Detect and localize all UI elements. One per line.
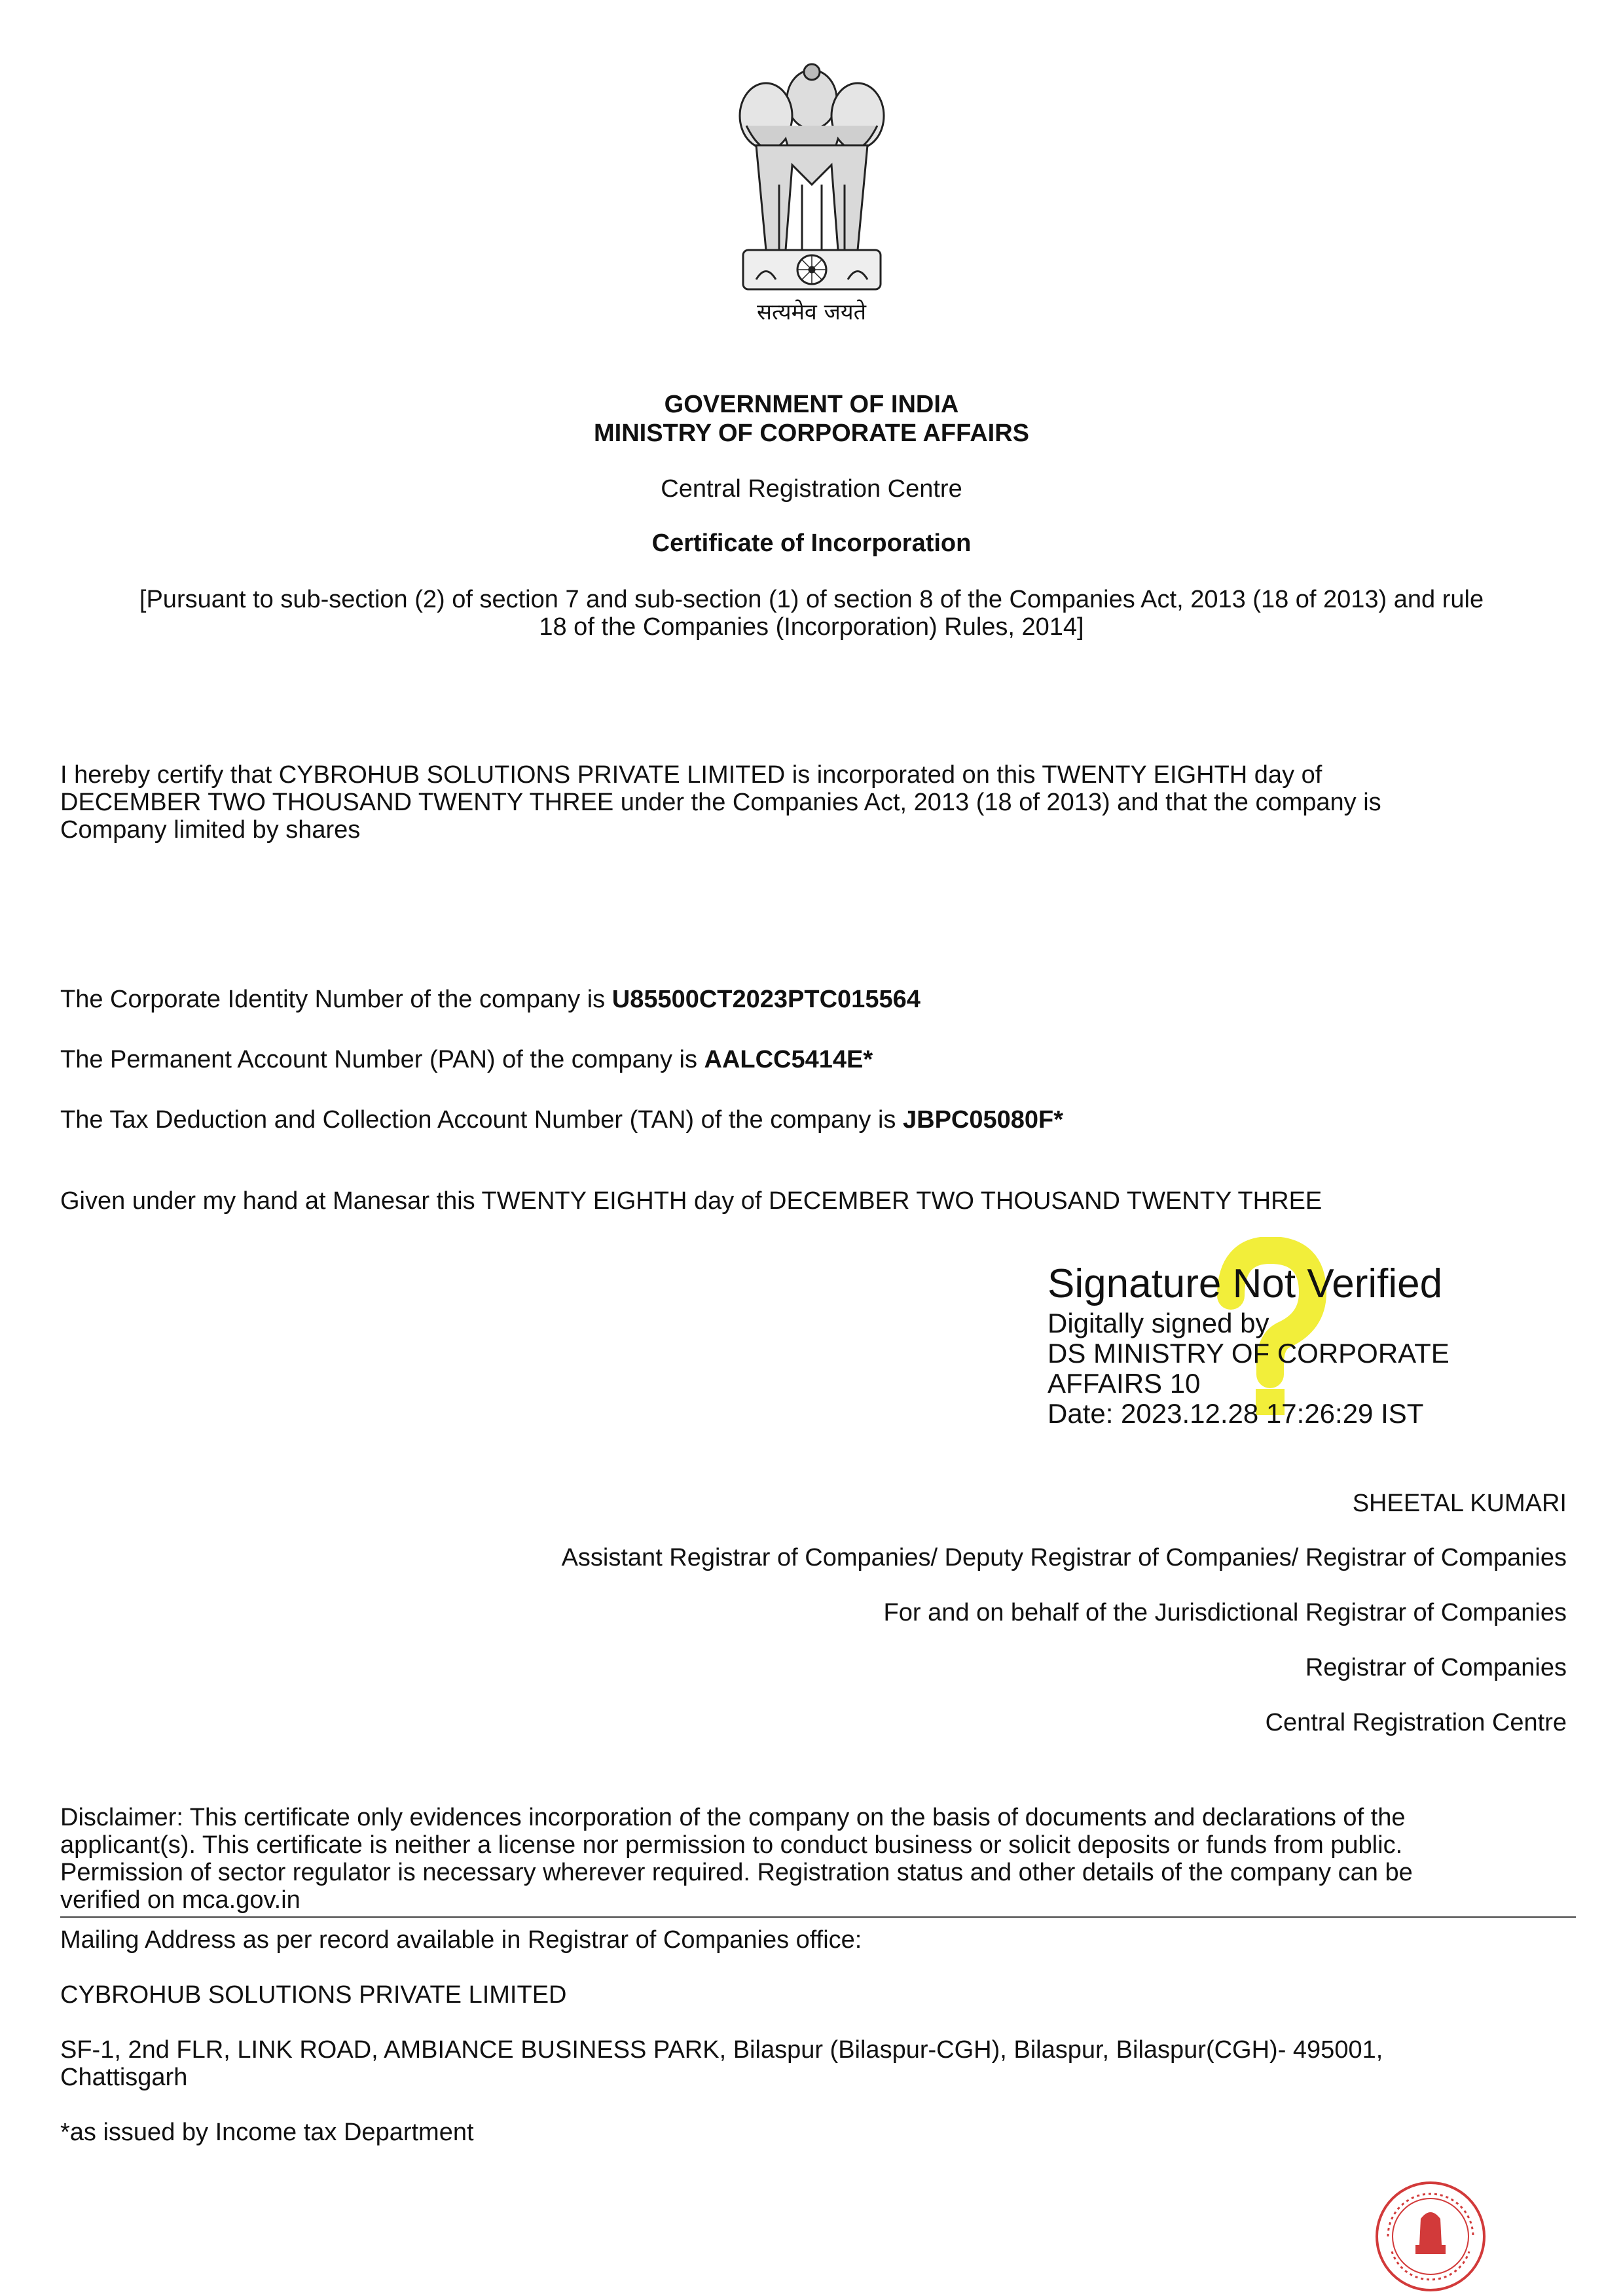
signature-status: Signature Not Verified: [1048, 1261, 1443, 1306]
signature-line-2: DS MINISTRY OF CORPORATE: [1048, 1338, 1450, 1369]
registrar-seal-icon: [1374, 2179, 1488, 2294]
cin-label: The Corporate Identity Number of the company is: [60, 986, 606, 1013]
emblem-motto: सत्यमेव जयते: [757, 299, 866, 325]
certify-line-3: Company limited by shares: [60, 816, 361, 844]
tan-label: The Tax Deduction and Collection Account Number (TAN) of the company is: [60, 1106, 896, 1134]
header-government: GOVERNMENT OF INDIA: [664, 391, 959, 418]
state-emblem-icon: [720, 54, 903, 296]
pan-row: [60, 1045, 873, 1074]
registrar-office: Registrar of Companies: [1305, 1654, 1567, 1681]
certify-line-2: DECEMBER TWO THOUSAND TWENTY THREE under the Companies Act, 2013 (18 of 2013) and that the company is: [60, 789, 1381, 816]
divider: [60, 1916, 1576, 1918]
signature-line-1: Digitally signed by: [1048, 1308, 1269, 1338]
pursuant-line-1: [Pursuant to sub-section (2) of section 7 and sub-section (1) of section 8 of the Companies Act, 2013 (18 of 2013) and rule: [139, 586, 1484, 613]
registrar-behalf: For and on behalf of the Jurisdictional Registrar of Companies: [883, 1599, 1567, 1626]
pursuant-line-2: 18 of the Companies (Incorporation) Rules, 2014]: [539, 613, 1084, 641]
given-under-hand: Given under my hand at Manesar this TWENTY EIGHTH day of DECEMBER TWO THOUSAND TWENTY THREE: [60, 1187, 1322, 1215]
disclaimer-line-3: Permission of sector regulator is necessary wherever required. Registration status and other details of the company can be: [60, 1859, 1413, 1886]
mailing-company: CYBROHUB SOLUTIONS PRIVATE LIMITED: [60, 1981, 567, 2009]
header-centre: Central Registration Centre: [661, 475, 962, 503]
cin-value: U85500CT2023PTC015564: [611, 986, 921, 1013]
digital-signature-block: [1048, 1260, 1571, 1429]
certify-line-1: I hereby certify that CYBROHUB SOLUTIONS PRIVATE LIMITED is incorporated on this TWENTY EIGHTH day of: [60, 761, 1322, 789]
footnote: *as issued by Income tax Department: [60, 2119, 474, 2146]
mailing-label: Mailing Address as per record available in Registrar of Companies office:: [60, 1926, 862, 1954]
header-ministry: MINISTRY OF CORPORATE AFFAIRS: [593, 420, 1030, 447]
signature-date: Date: 2023.12.28 17:26:29 IST: [1048, 1398, 1424, 1429]
disclaimer-line-4: verified on mca.gov.in: [60, 1886, 301, 1914]
certificate-title: Certificate of Incorporation: [651, 529, 972, 557]
tan-value: JBPC05080F*: [903, 1106, 1064, 1134]
disclaimer-line-2: applicant(s). This certificate is neither a license nor permission to conduct business or solicit deposits or funds from public.: [60, 1831, 1403, 1859]
mailing-address-line-1: SF-1, 2nd FLR, LINK ROAD, AMBIANCE BUSINESS PARK, Bilaspur (Bilaspur-CGH), Bilaspur, Bilaspur(CGH)- 495001,: [60, 2036, 1383, 2064]
pan-value: AALCC5414E*: [704, 1046, 873, 1073]
signature-line-3: AFFAIRS 10: [1048, 1368, 1201, 1399]
registrar-name: SHEETAL KUMARI: [1352, 1490, 1567, 1517]
cin-row: [60, 985, 921, 1014]
registrar-centre: Central Registration Centre: [1265, 1709, 1567, 1736]
registrar-designation: Assistant Registrar of Companies/ Deputy Registrar of Companies/ Registrar of Companies: [561, 1544, 1567, 1571]
pan-label: The Permanent Account Number (PAN) of the company is: [60, 1046, 697, 1073]
tan-row: [60, 1105, 1063, 1134]
mailing-address-line-2: Chattisgarh: [60, 2064, 188, 2091]
disclaimer-line-1: Disclaimer: This certificate only evidences incorporation of the company on the basis of documents and declarations of the: [60, 1804, 1406, 1831]
